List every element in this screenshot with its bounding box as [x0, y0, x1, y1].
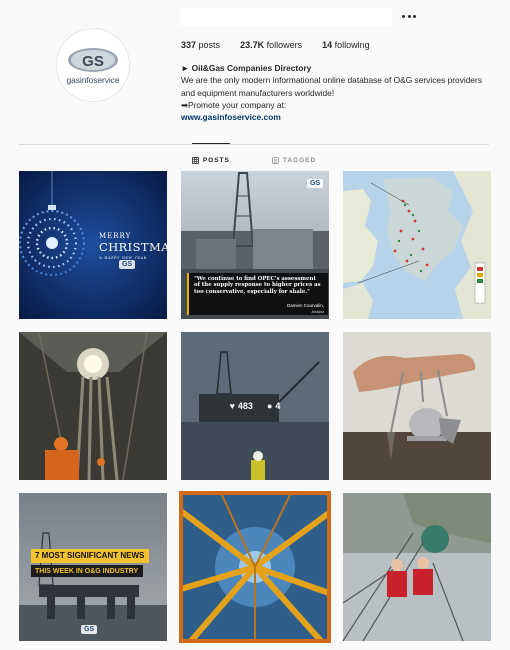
followers-label: followers	[266, 40, 303, 50]
following-count: 14	[322, 40, 333, 50]
tab-tagged[interactable]	[272, 144, 316, 168]
bio-line: and equipment manufacturers worldwide!	[181, 87, 335, 98]
post-map[interactable]	[343, 171, 491, 319]
tag-icon	[272, 157, 279, 164]
likes-stat	[230, 401, 253, 411]
comments-stat	[267, 401, 280, 411]
news-banner-title: 7 MOST SIGNIFICANT NEWS	[31, 549, 149, 563]
news-banner	[31, 549, 149, 577]
news-banner-subtitle: THIS WEEK IN O&G INDUSTRY	[31, 565, 143, 577]
followers-count: 23.7K	[240, 40, 265, 50]
bio-website-link[interactable]: www.gasinfoservice.com	[181, 112, 281, 123]
bio-name: ► Oil&Gas Companies Directory	[181, 63, 312, 73]
post-offshore-platform[interactable]	[181, 332, 329, 480]
tab-posts[interactable]	[192, 143, 230, 168]
christmas-line3: & HAPPY NEW YEAR	[99, 256, 147, 260]
gs-logo-badge: GS	[119, 260, 135, 269]
dot-icon	[413, 15, 416, 18]
quote-text: "We continue to find OPEC's assessment of the supply response to higher prices as too conservative, especially for shale."	[194, 276, 321, 295]
post-keychains[interactable]	[343, 332, 491, 480]
comment-icon: ●	[266, 401, 273, 411]
christmas-text	[99, 232, 178, 260]
dot-icon	[402, 15, 405, 18]
profile-avatar[interactable]	[56, 28, 130, 102]
username-placeholder	[180, 8, 392, 26]
climbers-image	[343, 493, 491, 641]
oil-fields-map-image	[343, 171, 491, 319]
gs-logo-badge: GS	[307, 179, 323, 188]
post-climbers[interactable]	[343, 493, 491, 641]
quote-role: Analyst	[311, 310, 324, 314]
svg-text:GS: GS	[82, 52, 104, 70]
christmas-line2: CHRISTMAS	[99, 240, 179, 254]
profile-tabs	[19, 144, 489, 168]
posts-count: 337	[181, 40, 197, 50]
avatar-logo-text: gasinfoservice	[66, 74, 120, 85]
tab-tagged-label: TAGGED	[282, 156, 317, 164]
dot-icon	[408, 15, 411, 18]
post-opec-quote[interactable]	[181, 171, 329, 319]
post-stats-overlay	[181, 332, 329, 480]
post-derrick-upshot[interactable]	[181, 493, 329, 641]
gasinfoservice-logo-icon	[66, 46, 120, 74]
keychains-image	[343, 332, 491, 480]
posts-label: posts	[198, 40, 221, 50]
tab-posts-label: POSTS	[202, 156, 230, 164]
rig-interior-image	[19, 332, 167, 480]
followers-stat[interactable]	[240, 40, 302, 50]
profile-bio	[181, 62, 491, 123]
following-stat[interactable]	[322, 40, 370, 50]
quote-author: Damien Courvalin,	[286, 303, 324, 308]
following-label: following	[334, 40, 370, 50]
quote-box	[187, 273, 328, 315]
posts-stat	[181, 40, 220, 50]
christmas-line1: MERRY	[99, 232, 132, 240]
comments-count: 4	[275, 401, 281, 411]
likes-count: 483	[237, 401, 253, 411]
profile-stats	[181, 40, 390, 50]
post-weekly-news[interactable]	[19, 493, 167, 641]
post-christmas[interactable]	[19, 171, 179, 319]
bio-line: We are the only modern informational online database of O&G services providers	[181, 75, 483, 86]
grid-icon	[192, 157, 199, 164]
derrick-upshot-image	[181, 493, 329, 641]
post-rig-interior[interactable]	[19, 332, 167, 480]
posts-grid	[19, 171, 491, 641]
bio-line: ➡Promote your company at:	[181, 99, 287, 110]
gs-logo-badge: GS	[81, 625, 97, 634]
more-options-button[interactable]	[402, 10, 416, 22]
heart-icon: ♥	[229, 401, 235, 411]
